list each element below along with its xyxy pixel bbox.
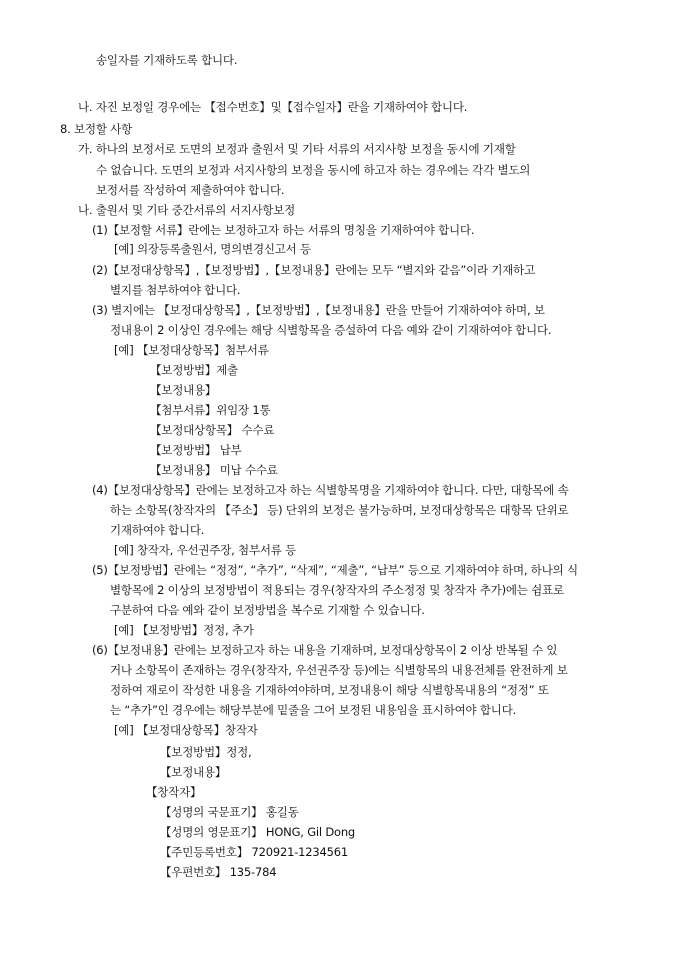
text-line: (1)【보정할 서류】란에는 보정하고자 하는 서류의 명칭을 기재하여야 합니다. xyxy=(92,223,475,237)
text-line: 정내용이 2 이상인 경우에는 해당 식별항목을 증설하여 다음 예와 같이 기재하여야 합니다. xyxy=(110,323,552,337)
text-line: [예] 의장등록출원서, 명의변경신고서 등 xyxy=(114,242,311,256)
text-line: 나. 출원서 및 기타 중간서류의 서지사항보정 xyxy=(78,203,296,217)
text-line: [예] 【보정방법】정정, 추가 xyxy=(114,623,254,637)
text-line: 송일자를 기재하도록 합니다. xyxy=(96,53,238,67)
text-line: 【보정대상항목】 수수료 xyxy=(150,423,275,437)
text-line: 거나 소항목이 존재하는 경우(창작자, 우선권주장 등)에는 식별항목의 내용전체를 완전하게 보 xyxy=(110,663,568,677)
text-line: 【주민등록번호】 720921-1234561 xyxy=(160,845,348,859)
text-line: 【보정내용】 xyxy=(160,765,227,779)
text-line: 【우편번호】 135-784 xyxy=(160,865,277,879)
text-line: [예] 【보정대상항목】첨부서류 xyxy=(114,343,269,357)
text-line: 【보정내용】 xyxy=(150,383,217,397)
text-line: (5)【보정방법】란에는 “정정”, “추가”, “삭제”, “제출”, “납부” 등으로 기재하여야 하며, 하나의 식 xyxy=(92,563,578,577)
text-line: 구분하여 다음 예와 같이 보정방법을 복수로 기재할 수 있습니다. xyxy=(110,603,425,617)
text-line: [예] 【보정대상항목】창작자 xyxy=(114,723,258,737)
text-line: 는 “추가”인 경우에는 해당부분에 밑줄을 그어 보정된 내용임을 표시하여야 합니다. xyxy=(110,703,517,717)
text-line: 별지를 첨부하여야 합니다. xyxy=(110,283,241,297)
text-line: 【보정내용】 미납 수수료 xyxy=(150,463,278,477)
text-line: 나. 자진 보정일 경우에는 【접수번호】및【접수일자】란을 기재하여야 합니다. xyxy=(78,100,468,114)
text-line: 【창작자】 xyxy=(146,785,202,799)
text-line: (3) 별지에는 【보정대상항목】,【보정방법】,【보정내용】란을 만들어 기재하여야 하며, 보 xyxy=(92,303,545,317)
text-line: 보정서를 작성하여 제출하여야 합니다. xyxy=(96,183,285,197)
text-line: 【첨부서류】위임장 1통 xyxy=(150,403,271,417)
text-line: 기재하여야 합니다. xyxy=(110,523,205,537)
text-line: 정하여 재로이 작성한 내용을 기재하여야하며, 보정내용이 해당 식별항목내용의 “정정” 또 xyxy=(110,683,549,697)
text-line: (2)【보정대상항목】,【보정방법】,【보정내용】란에는 모두 “별지와 같음”이라 기재하고 xyxy=(92,263,536,277)
text-line: 수 없습니다. 도면의 보정과 서지사항의 보정을 동시에 하고자 하는 경우에는 각각 별도의 xyxy=(96,163,531,177)
text-line: 하는 소항목(창작자의 【주소】 등) 단위의 보정은 불가능하며, 보정대상항목은 대항목 단위로 xyxy=(110,503,569,517)
section-heading: 8. 보정할 사항 xyxy=(60,122,133,136)
text-line: 【보정방법】 납부 xyxy=(150,443,242,457)
text-line: 【성명의 국문표기】 홍길동 xyxy=(160,805,299,819)
text-line: 가. 하나의 보정서로 도면의 보정과 출원서 및 기타 서류의 서지사항 보정을 동시에 기재할 xyxy=(78,142,516,156)
text-line: (4)【보정대상항목】란에는 보정하고자 하는 식별항목명을 기재하여야 합니다. 다만, 대항목에 속 xyxy=(92,483,569,497)
text-line: [예] 창작자, 우선권주장, 첨부서류 등 xyxy=(114,543,297,557)
text-line: 【보정방법】제출 xyxy=(150,363,239,377)
text-line: (6)【보정내용】란에는 보정하고자 하는 내용을 기재하며, 보정대상항목이 2 이상 반복될 수 있 xyxy=(92,643,558,657)
text-line: 별항목에 2 이상의 보정방법이 적용되는 경우(창작자의 주소정정 및 창작자 추가)에는 쉼표로 xyxy=(110,583,564,597)
text-line: 【성명의 영문표기】 HONG, Gil Dong xyxy=(160,825,356,839)
text-line: 【보정방법】정정, xyxy=(160,745,252,759)
